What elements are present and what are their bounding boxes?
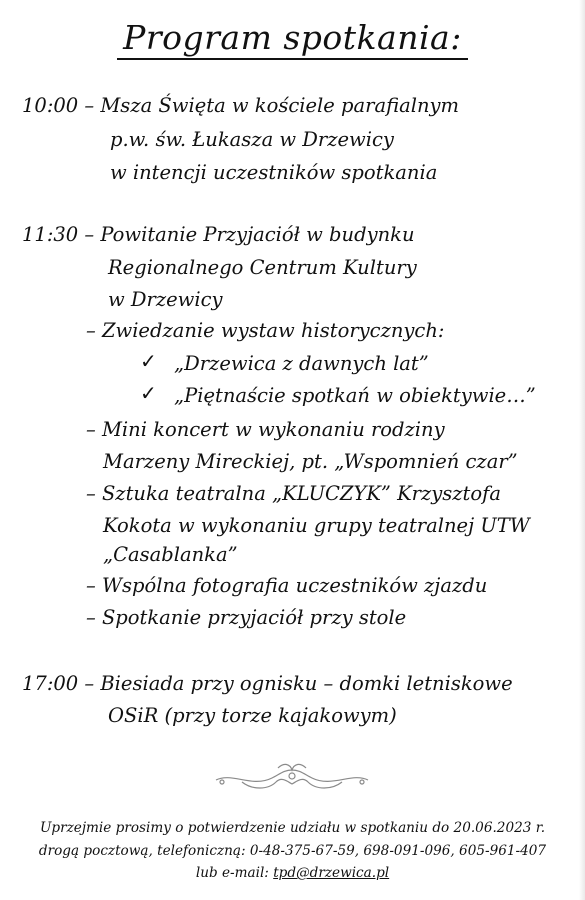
page-title — [0, 18, 585, 57]
item-1700-text-2: OSiR (przy torze kajakowym) — [108, 704, 397, 727]
footer-rsvp-line-1: Uprzejmie prosimy o potwierdzenie udziału w spotkaniu do 20.06.2023 r. — [39, 820, 546, 836]
exhibition-1: „Drzewica z dawnych lat” — [174, 352, 429, 375]
time-1000: 10:00 – — [22, 94, 101, 117]
sub-item-play-2: Kokota w wykonaniu grupy teatralnej UTW — [103, 514, 530, 537]
time-1700: 17:00 – — [22, 672, 101, 695]
sub-item-play-3: „Casablanka” — [103, 543, 238, 566]
footer-rsvp-line-2: drogą pocztową, telefoniczną: 0-48-375-67-59, 698-091-096, 605-961-407 — [38, 843, 547, 859]
footer-rsvp-line-3 — [0, 867, 585, 881]
item-1000-text-3: w intencji uczestników spotkania — [110, 161, 438, 184]
item-1130-text-3: w Drzewicy — [108, 288, 223, 311]
schedule-1130-line-1 — [22, 225, 415, 245]
schedule-1700-line-1 — [22, 674, 513, 694]
checkmark-icon: ✓ — [140, 381, 157, 405]
sub-item-photo: – Wspólna fotografia uczestników zjazdu — [86, 574, 488, 597]
sub-item-concert-1: – Mini koncert w wykonaniu rodziny — [86, 418, 445, 441]
sub-item-meeting: – Spotkanie przyjaciół przy stole — [86, 606, 407, 629]
checkmark-icon: ✓ — [140, 349, 157, 373]
time-1130: 11:30 – — [22, 223, 101, 246]
page-title-text: Program spotkania: — [117, 18, 468, 60]
sub-item-exhibitions: – Zwiedzanie wystaw historycznych: — [86, 319, 445, 342]
item-1130-text-2: Regionalnego Centrum Kultury — [108, 256, 417, 279]
email-link[interactable]: tpd@drzewica.pl — [273, 865, 390, 881]
footer-email-label: lub e-mail: — [195, 865, 274, 881]
flourish-divider-icon — [212, 760, 372, 794]
sub-item-concert-2: Marzeny Mireckiej, pt. „Wspomnień czar” — [103, 450, 518, 473]
item-1000-text-1: Msza Święta w kościele parafialnym — [100, 94, 460, 117]
schedule-1000-line-1 — [22, 96, 459, 116]
item-1000-text-2: p.w. św. Łukasza w Drzewicy — [110, 128, 394, 151]
item-1130-text-1: Powitanie Przyjaciół w budynku — [100, 223, 415, 246]
item-1700-text-1: Biesiada przy ognisku – domki letniskowe — [100, 672, 513, 695]
sub-item-play-1: – Sztuka teatralna „KLUCZYK” Krzysztofa — [86, 482, 501, 505]
page-edge-shadow — [579, 0, 585, 900]
exhibition-2: „Piętnaście spotkań w obiektywie…” — [174, 384, 536, 407]
